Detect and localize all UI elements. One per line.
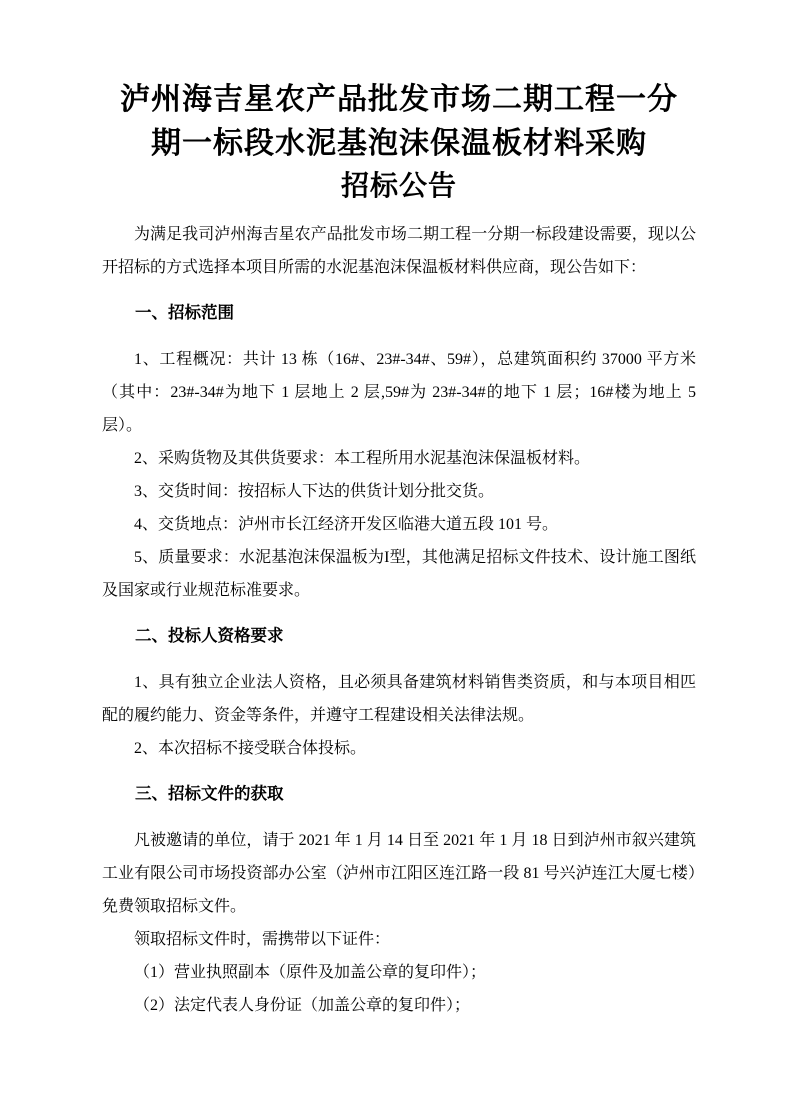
section-1-paragraph-1: 1、工程概况：共计 13 栋（16#、23#-34#、59#），总建筑面积约 37000 平方米（其中：23#-34#为地下 1 层地上 2 层,59#为 23#-34#的地下 1 层；16#楼为地上 5 层）。 [102,351,696,434]
section-3-paragraph-1: 凡被邀请的单位，请于 2021 年 1 月 14 日至 2021 年 1 月 18 日到泸州市叙兴建筑工业有限公司市场投资部办公室（泸州市江阳区连江路一段 81 号兴泸连江大厦七楼）免费领取招标文件。 [102,832,696,915]
title-line-1: 泸州海吉星农产品批发市场二期工程一分 [120,83,678,116]
section-2-paragraph-1: 1、具有独立企业法人资格，且必须具备建筑材料销售类资质，和与本项目相匹配的履约能力、资金等条件，并遵守工程建设相关法律法规。 [102,674,696,724]
section-1-paragraph-5: 5、质量要求：水泥基泡沫保温板为I型，其他满足招标文件技术、设计施工图纸及国家或行业规范标准要求。 [102,549,696,599]
section-1-heading: 一、招标范围 [135,304,234,322]
section-1-paragraph-3: 3、交货时间：按招标人下达的供货计划分批交货。 [134,483,495,500]
section-1-paragraph-2: 2、采购货物及其供货要求：本工程所用水泥基泡沫保温板材料。 [134,450,591,467]
section-3-paragraph-4: （2）法定代表人身份证（加盖公章的复印件）； [134,997,471,1014]
section-1-paragraph-4: 4、交货地点：泸州市长江经济开发区临港大道五段 101 号。 [134,516,559,533]
section-2-heading: 二、投标人资格要求 [135,627,284,645]
section-2-paragraph-2: 2、本次招标不接受联合体投标。 [134,740,367,757]
section-3-paragraph-3: （1）营业执照副本（原件及加盖公章的复印件）； [134,964,487,981]
section-bidding-scope [102,297,696,607]
section-3-paragraph-2: 领取招标文件时，需携带以下证件： [134,931,391,948]
document-title [102,78,696,208]
section-obtaining-documents [102,778,696,1022]
intro-paragraph: 为满足我司泸州海吉星农产品批发市场二期工程一分期一标段建设需要，现以公开招标的方式选择本项目所需的水泥基泡沫保温板材料供应商，现公告如下： [102,226,696,276]
title-line-2: 期一标段水泥基泡沫保温板材料采购 [151,127,647,160]
section-bidder-qualifications [102,620,696,765]
section-3-heading: 三、招标文件的获取 [135,785,284,803]
title-line-3: 招标公告 [340,171,457,202]
